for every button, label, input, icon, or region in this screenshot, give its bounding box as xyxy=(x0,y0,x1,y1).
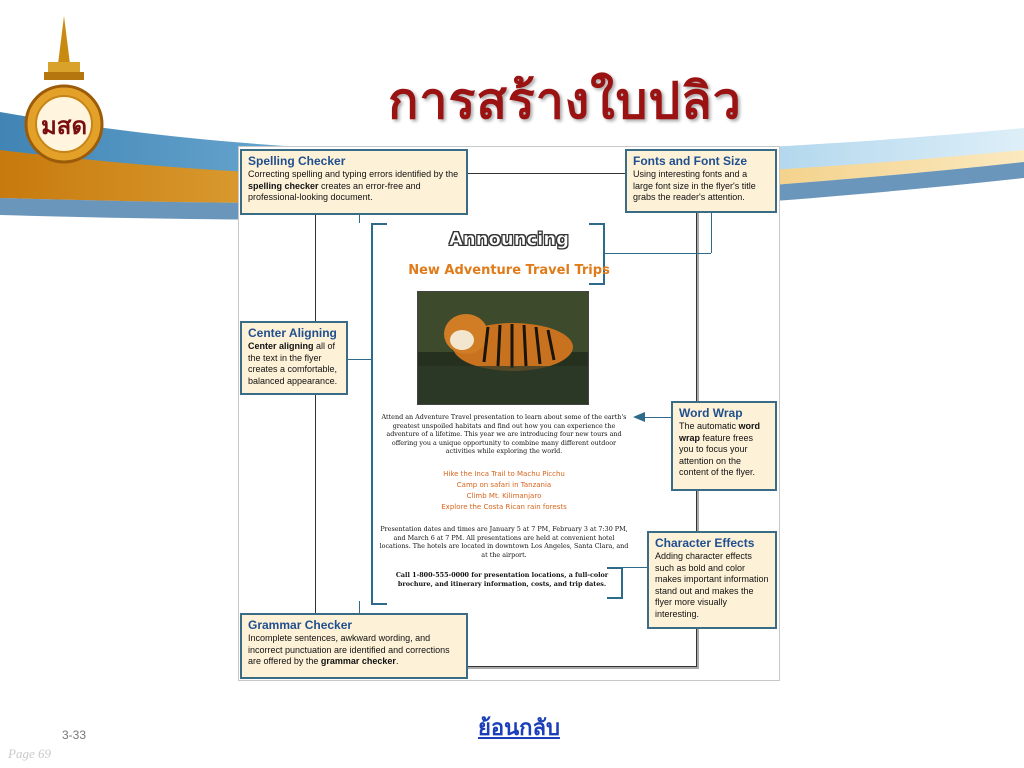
list-item: Hike the Inca Trail to Machu Picchu xyxy=(443,470,565,478)
slide-number: 3-33 xyxy=(62,728,87,742)
list-item: Explore the Costa Rican rain forests xyxy=(441,503,567,511)
callout-word-wrap: Word Wrap The automatic word wrap feature frees you to focus your attention on the content of the flyer. xyxy=(671,401,777,491)
flyer-headline: Announcing xyxy=(448,229,570,250)
flyer-paragraph: Attend an Adventure Travel presentation to learn about some of the earth's greatest unspoiled habitats and find out how you can experience the adventure of a lifetime. This year we are introducing four new tours and offering you a unique opportunity to combine many different outdoor activities while exploring the world. xyxy=(381,413,627,456)
callout-grammar-checker: Grammar Checker Incomplete sentences, awkward wording, and incorrect punctuation are identified and corrections are offered by the grammar checker. xyxy=(240,613,468,679)
page-label: Page 69 xyxy=(8,746,51,761)
line-center xyxy=(347,359,371,360)
flyer-figure xyxy=(238,146,780,681)
back-link[interactable]: ย้อนกลับ xyxy=(478,716,560,741)
flyer-call: Call 1-800-555-0000 for presentation locations, a full-color brochure, and itinerary information, costs, and trip dates. xyxy=(395,571,609,588)
tiger-photo xyxy=(417,291,589,405)
arrow-left-icon xyxy=(633,412,645,422)
callout-center-aligning: Center Aligning Center aligning all of the text in the flyer creates a comfortable, balanced appearance. xyxy=(240,321,348,395)
list-item: Camp on safari in Tanzania xyxy=(456,481,552,489)
callout-title: Character Effects xyxy=(655,536,755,550)
callout-title: Spelling Checker xyxy=(248,154,346,168)
callout-title: Word Wrap xyxy=(679,406,743,420)
flyer-activity-list xyxy=(409,469,599,513)
line-effects xyxy=(621,567,647,568)
callout-spelling-checker: Spelling Checker Correcting spelling and typing errors identified by the spelling checker creates an error-free and professional-looking document. xyxy=(240,149,468,215)
callout-title: Fonts and Font Size xyxy=(633,154,747,168)
svg-text:มสด: มสด xyxy=(40,112,88,140)
flyer-subheadline: New Adventure Travel Trips xyxy=(408,263,610,278)
callout-fonts: Fonts and Font Size Using interesting fonts and a large font size in the flyer's title grabs the reader's attention. xyxy=(625,149,777,213)
callout-title: Center Aligning xyxy=(248,326,337,340)
callout-title: Grammar Checker xyxy=(248,618,353,632)
line-fonts-v xyxy=(711,209,712,253)
line-fonts xyxy=(603,253,711,254)
list-item: Climb Mt. Kilimanjaro xyxy=(466,492,542,500)
university-emblem xyxy=(18,14,110,164)
flyer-dates: Presentation dates and times are January 5 at 7 PM, February 3 at 7:30 PM, and March 6 at 7 PM. All presentations are held at convenient hotel locations. The hotels are located in downtown Los Angeles, Santa Clara, and at the airport. xyxy=(379,525,629,559)
callout-character-effects: Character Effects Adding character effects such as bold and color makes important information stand out and makes the flyer more visually interesting. xyxy=(647,531,777,629)
slide-title: การสร้างใบปลิว xyxy=(388,71,742,130)
